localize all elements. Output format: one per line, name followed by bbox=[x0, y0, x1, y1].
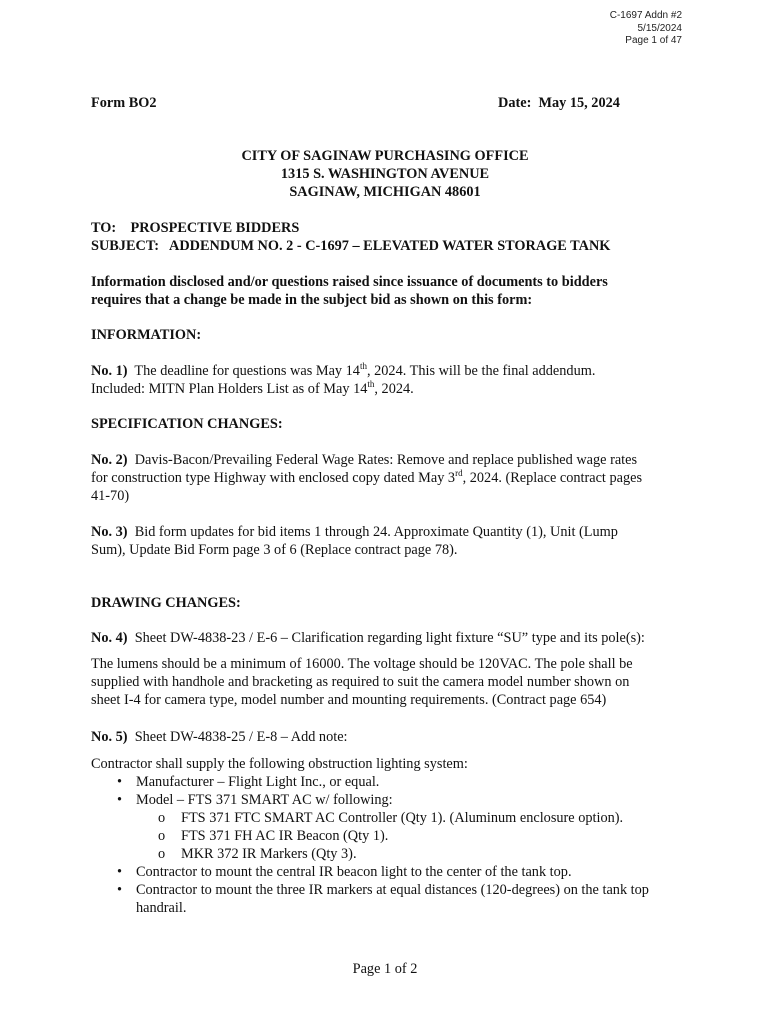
list-item: • Contractor to mount the three IR markers at equal distances (120-degrees) on the tank top handrail. bbox=[91, 881, 701, 917]
page-footer: Page 1 of 2 bbox=[352, 961, 418, 977]
list-lead: Contractor shall supply the following obstruction lighting system: bbox=[91, 756, 468, 772]
office-city: SAGINAW, MICHIGAN 48601 bbox=[289, 184, 481, 200]
office-street: 1315 S. WASHINGTON AVENUE bbox=[280, 166, 490, 182]
doc-page-count: Page 1 of 47 bbox=[625, 35, 682, 46]
doc-id: C-1697 Addn #2 bbox=[609, 10, 682, 21]
lighting-list bbox=[91, 773, 701, 917]
form-date bbox=[498, 94, 620, 112]
to-value: PROSPECTIVE BIDDERS bbox=[130, 220, 300, 236]
intro-line: requires that a change be made in the subject bid as shown on this form: bbox=[91, 292, 533, 308]
specification-item-3: No. 3) Bid form updates for bid items 1 through 24. Approximate Quantity (1), Unit (Lump Sum), Update Bid Form page 3 of 6 (Replace contract page 78). bbox=[91, 524, 618, 558]
sublist-item: o FTS 371 FTC SMART AC Controller (Qty 1). (Aluminum enclosure option). bbox=[136, 809, 701, 827]
intro-paragraph bbox=[91, 273, 608, 309]
list-item: • Model – FTS 371 SMART AC w/ following: o FTS 371 FTC SMART AC Controller (Qty 1). (Aluminum enclosure option). o FTS 371 FH AC IR Beacon (Qty 1). o MKR 372 IR Markers (Qty 3). bbox=[91, 791, 701, 863]
office-address bbox=[0, 147, 770, 201]
list-item: • Manufacturer – Flight Light Inc., or equal. bbox=[91, 773, 701, 791]
item-number: No. 4) bbox=[91, 630, 128, 646]
subject-line bbox=[91, 237, 610, 255]
specification-heading: SPECIFICATION CHANGES: bbox=[91, 416, 283, 432]
doc-date: 5/15/2024 bbox=[637, 22, 682, 34]
information-item-1: No. 1) The deadline for questions was May 14th, 2024. This will be the final addendum. Included: MITN Plan Holders List as of May 14th, 2024. bbox=[91, 361, 596, 397]
form-label: Form BO2 bbox=[91, 95, 157, 111]
list-item: • Contractor to mount the central IR beacon light to the center of the tank top. bbox=[91, 863, 701, 881]
form-date-label: Date: bbox=[498, 95, 532, 111]
drawing-item-4-title: No. 4) Sheet DW-4838-23 / E-6 – Clarification regarding light fixture “SU” type and its pole(s): bbox=[91, 630, 645, 646]
form-date-value: May 15, 2024 bbox=[538, 95, 620, 111]
sublist-item: o MKR 372 IR Markers (Qty 3). bbox=[136, 845, 701, 863]
model-sublist bbox=[136, 809, 701, 863]
subject-value: ADDENDUM NO. 2 - C-1697 – ELEVATED WATER STORAGE TANK bbox=[169, 238, 611, 254]
specification-item-2: No. 2) Davis-Bacon/Prevailing Federal Wage Rates: Remove and replace published wage rates for construction type Highway with enclosed copy dated May 3rd, 2024. (Replace contract pages 41-70) bbox=[91, 452, 643, 504]
item-number: No. 1) bbox=[91, 363, 128, 379]
intro-line: Information disclosed and/or questions raised since issuance of documents to bidders bbox=[91, 274, 608, 290]
to-label: TO: bbox=[91, 220, 117, 236]
drawing-item-5-body bbox=[91, 755, 701, 917]
office-name: CITY OF SAGINAW PURCHASING OFFICE bbox=[241, 148, 529, 164]
item-number: No. 2) bbox=[91, 452, 128, 468]
item-number: No. 5) bbox=[91, 729, 128, 745]
item-number: No. 3) bbox=[91, 524, 128, 540]
subject-label: SUBJECT: bbox=[91, 238, 160, 254]
sublist-item: o FTS 371 FH AC IR Beacon (Qty 1). bbox=[136, 827, 701, 845]
information-heading: INFORMATION: bbox=[91, 327, 202, 343]
drawing-heading: DRAWING CHANGES: bbox=[91, 595, 241, 611]
drawing-item-4-body: The lumens should be a minimum of 16000. The voltage should be 120VAC. The pole shall be supplied with handhole and bracketing as required to suit the camera model number shown on sheet I-4 for camera type, model number and mounting requirements. (Contract page 654) bbox=[91, 656, 633, 708]
to-line bbox=[91, 219, 299, 237]
page-header-stamp bbox=[610, 10, 682, 48]
drawing-item-5-title: No. 5) Sheet DW-4838-25 / E-8 – Add note: bbox=[91, 729, 348, 745]
